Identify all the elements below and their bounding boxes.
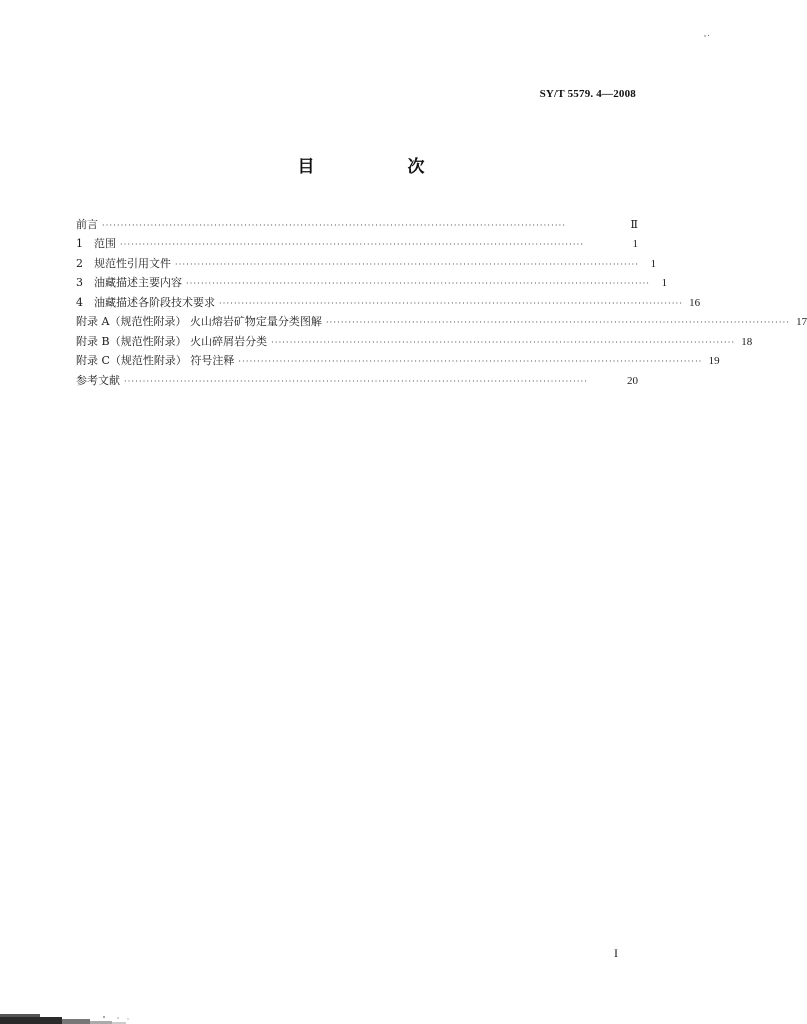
- toc-entry-label: 3 油藏描述主要内容: [76, 276, 182, 289]
- toc-entry-page: 16: [689, 296, 701, 309]
- toc-leader-dots: ····························································································································: [325, 318, 791, 327]
- toc-entry-label: 参考文献: [76, 373, 120, 387]
- toc-entry-page: 18: [741, 335, 753, 348]
- toc-entry-page: 1: [650, 257, 657, 270]
- toc-entry-label: 附录 B（规范性附录） 火山碎屑岩分类: [76, 334, 268, 348]
- toc-leader-dots: ····························································································································: [219, 298, 684, 308]
- toc-entry-appendix-a[interactable]: [76, 310, 807, 330]
- toc-entry-stage-requirements[interactable]: [76, 290, 701, 310]
- toc-entry-appendix-c[interactable]: [76, 349, 720, 369]
- standard-code: SY/T 5579. 4—2008: [539, 88, 636, 100]
- toc-entry-appendix-b[interactable]: [76, 329, 753, 349]
- toc-entry-normative-references[interactable]: [76, 251, 657, 271]
- toc-leader-dots: ····························································································································: [186, 279, 651, 288]
- toc-entry-page: 17: [796, 316, 807, 328]
- toc-leader-dots: ····························································································································: [271, 337, 736, 347]
- toc-entry-label: 4 油藏描述各阶段技术要求: [76, 295, 215, 309]
- toc-entry-main-content[interactable]: [76, 271, 668, 291]
- toc-entry-number: 2: [76, 256, 83, 270]
- toc-entry-number: 1: [76, 237, 83, 250]
- toc-leader-dots: ····························································································································: [238, 357, 703, 366]
- scan-speck-decoration: [704, 34, 710, 38]
- toc-entry-page: 1: [632, 238, 638, 250]
- page-number: I: [614, 946, 618, 960]
- toc-leader-dots: ····························································································································: [124, 376, 589, 386]
- table-of-contents: [76, 212, 807, 388]
- toc-title: 目 次: [297, 157, 463, 177]
- toc-entry-label: 前言: [76, 217, 98, 231]
- toc-leader-dots: ····························································································································: [120, 240, 585, 249]
- toc-entry-page: 19: [708, 355, 720, 367]
- toc-entry-scope[interactable]: [76, 232, 638, 252]
- toc-entry-number: 4: [76, 295, 83, 309]
- toc-entry-label: 附录 A（规范性附录） 火山熔岩矿物定量分类图解: [76, 315, 322, 328]
- toc-leader-dots: ····························································································································: [102, 220, 567, 230]
- toc-leader-dots: ····························································································································: [175, 259, 640, 269]
- toc-entry-label: 2 规范性引用文件: [76, 256, 171, 270]
- toc-entry-page: 20: [627, 374, 638, 387]
- toc-entry-label: 附录 C（规范性附录） 符号注释: [76, 354, 235, 367]
- toc-entry-foreword[interactable]: [76, 212, 638, 232]
- toc-entry-page: 1: [661, 277, 668, 289]
- toc-entry-bibliography[interactable]: [76, 368, 638, 388]
- toc-entry-page: Ⅱ: [630, 218, 638, 231]
- scan-edge-decoration: [0, 1008, 150, 1024]
- toc-entry-number: 3: [76, 276, 83, 289]
- toc-entry-label: 1 范围: [76, 237, 116, 250]
